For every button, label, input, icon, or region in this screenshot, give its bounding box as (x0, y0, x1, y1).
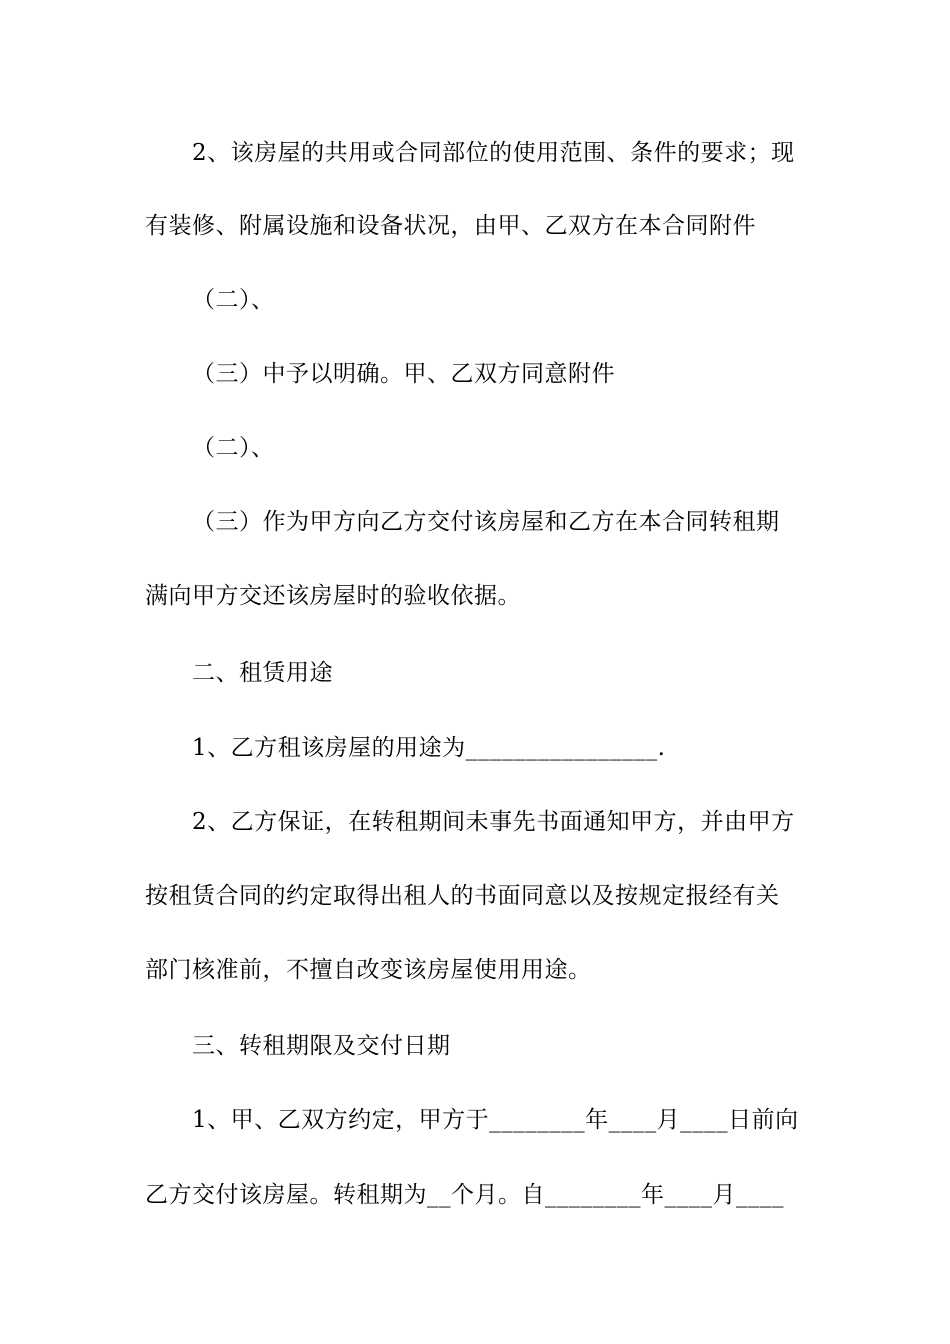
paragraph-line: 有装修、附属设施和设备状况，由甲、乙双方在本合同附件 (145, 213, 756, 239)
paragraph-line: （二）、 (192, 435, 275, 461)
paragraph-line: 乙方交付该房屋。转租期为__个月。自________年____月____ (145, 1182, 784, 1208)
paragraph-line: 满向甲方交还该房屋时的验收依据。 (145, 583, 521, 609)
paragraph-line: （三）中予以明确。甲、乙双方同意附件 (192, 361, 615, 387)
paragraph-line: 部门核准前，不擅自改变该房屋使用用途。 (145, 957, 592, 983)
paragraph-line: 1、乙方租该房屋的用途为________________. (192, 735, 666, 761)
paragraph-line: 1、甲、乙双方约定，甲方于________年____月____日前向 (192, 1107, 799, 1133)
section-heading: 二、租赁用途 (192, 660, 333, 686)
paragraph-line: 按租赁合同的约定取得出租人的书面同意以及按规定报经有关 (145, 883, 780, 909)
paragraph-line: （三）作为甲方向乙方交付该房屋和乙方在本合同转租期 (192, 509, 780, 535)
paragraph-line: （二）、 (192, 287, 275, 313)
paragraph-line: 2、该房屋的共用或合同部位的使用范围、条件的要求；现 (192, 140, 795, 166)
paragraph-line: 2、乙方保证，在转租期间未事先书面通知甲方，并由甲方 (192, 809, 795, 835)
section-heading: 三、转租期限及交付日期 (192, 1033, 451, 1059)
